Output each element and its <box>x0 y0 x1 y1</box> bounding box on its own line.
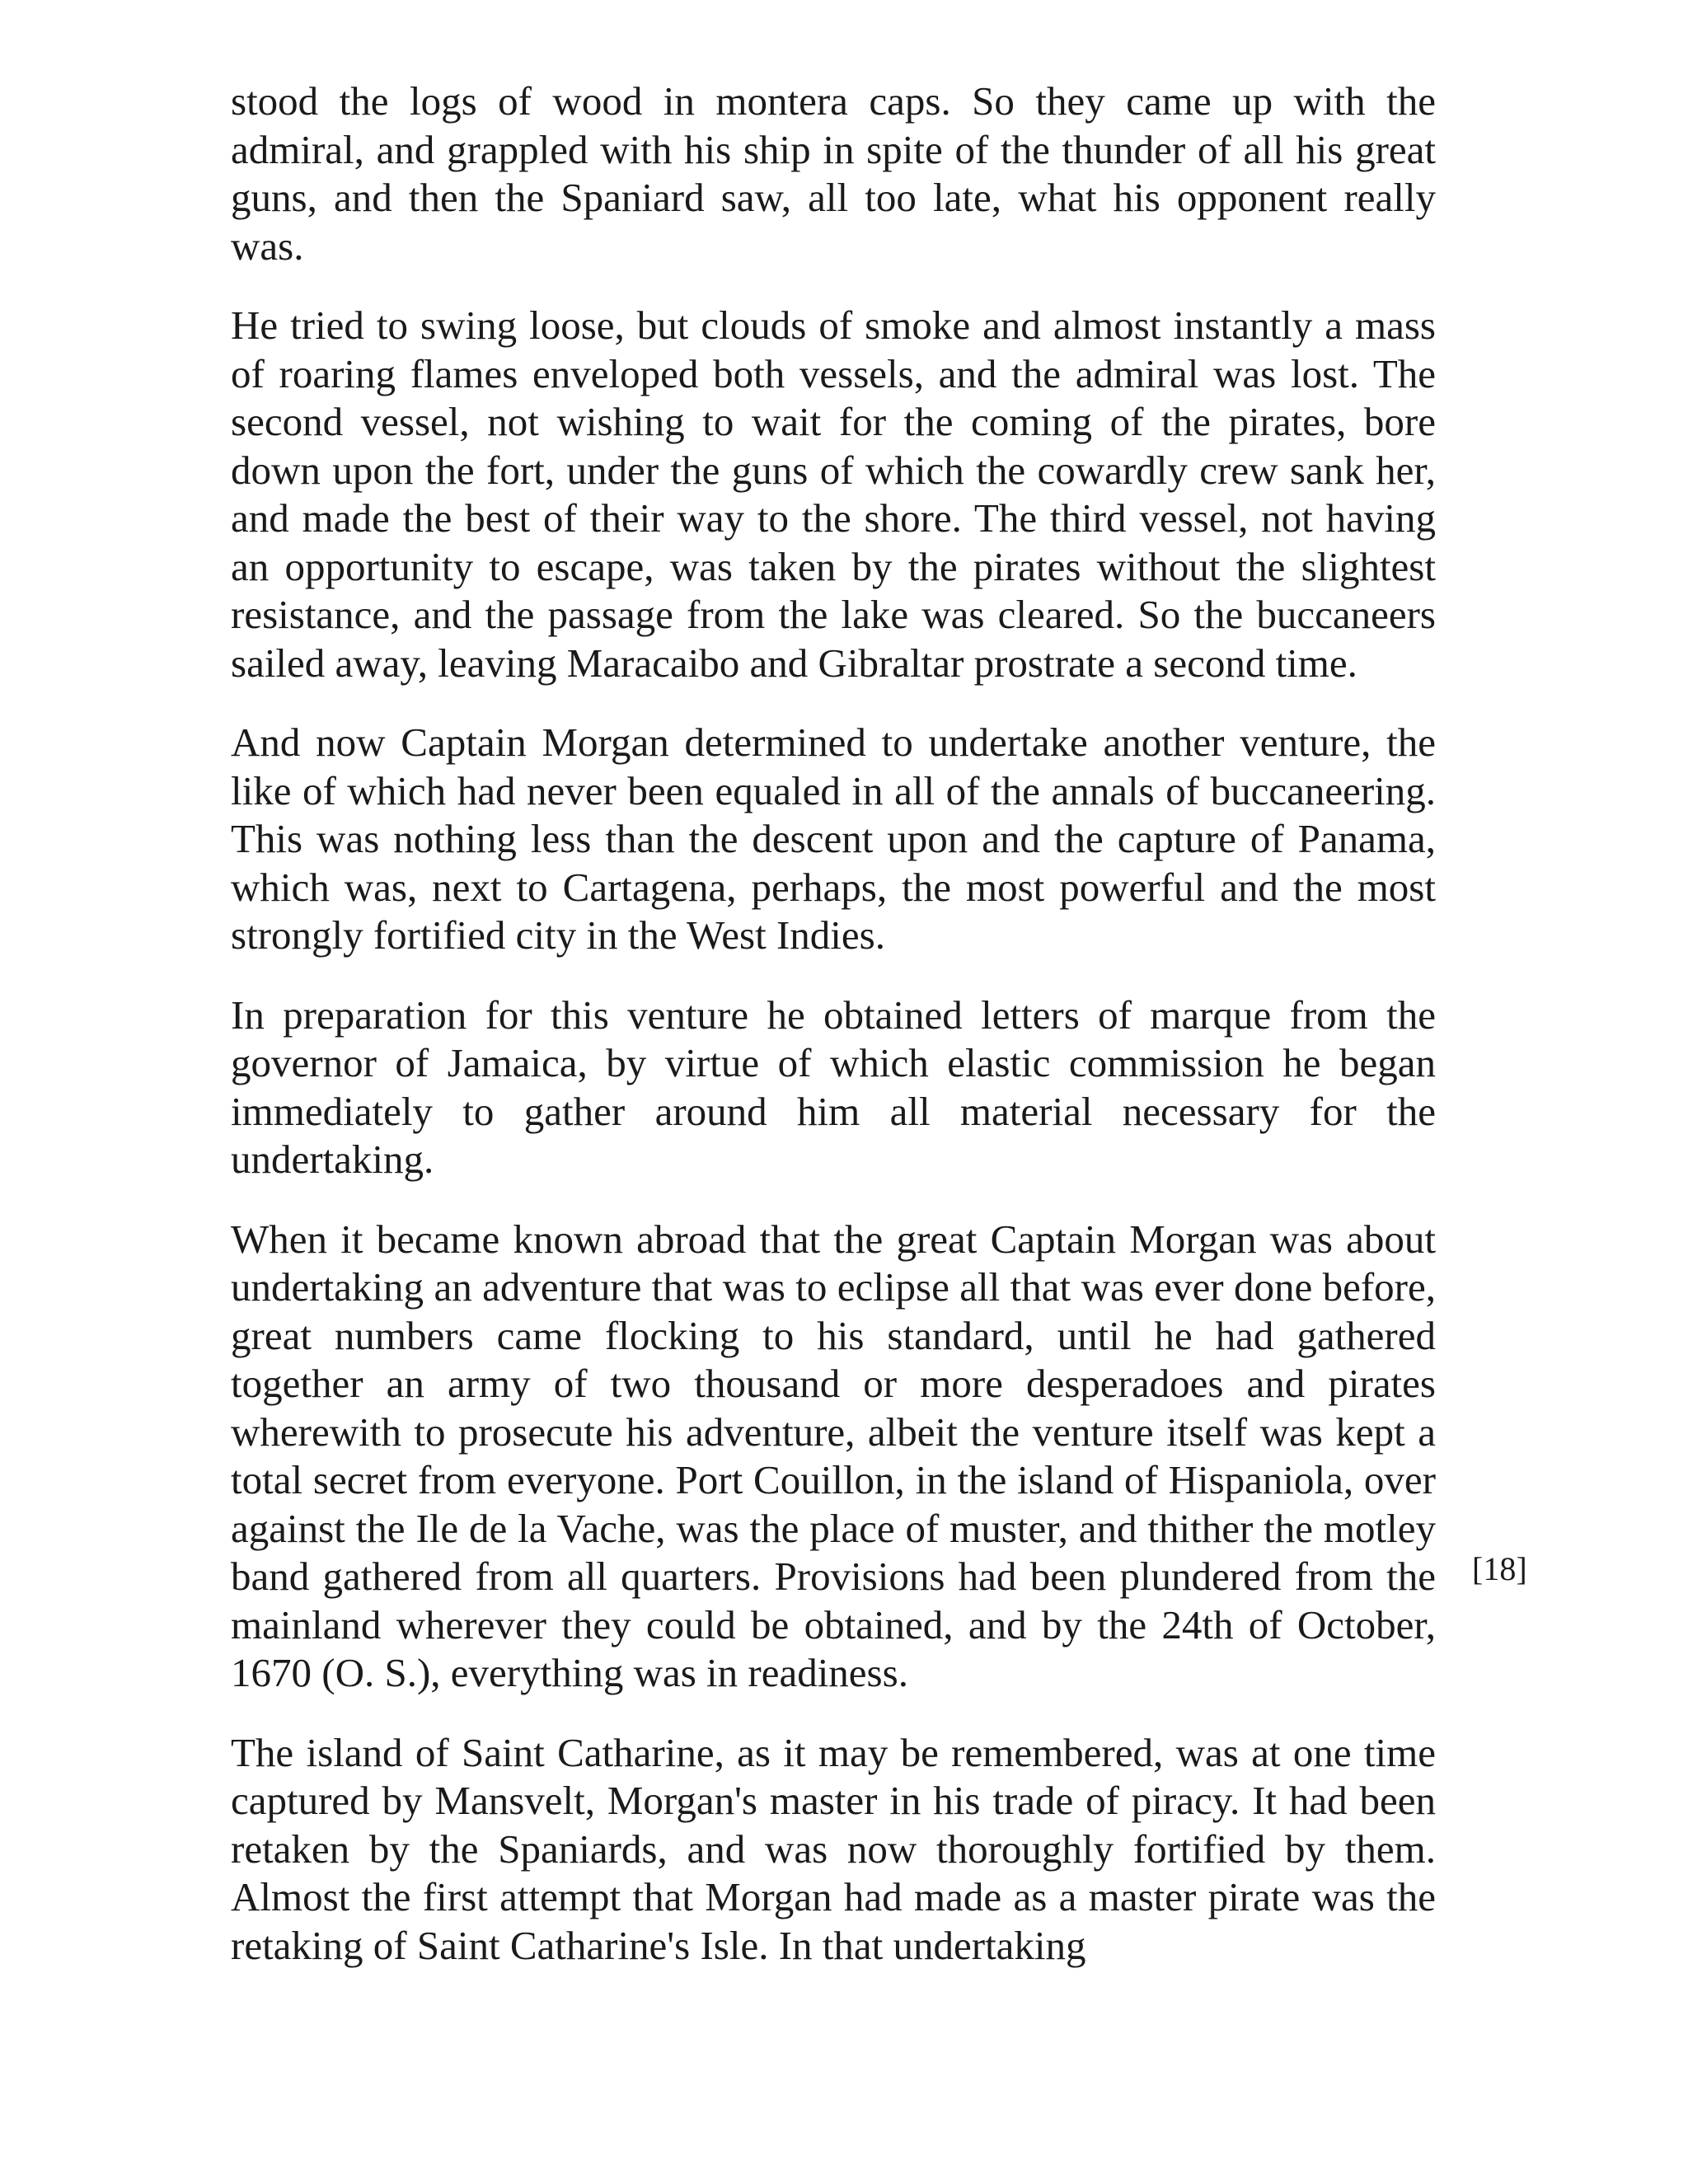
page-number: [18] <box>1472 1550 1527 1587</box>
paragraph-2: He tried to swing loose, but clouds of smoke and almost instantly a mass of roaring flames enveloped both vessels, and the admiral was lost. The second vessel, not wishing to wait for the coming of the pirates, bore down upon the fort, under the guns of which the cowardly crew sank her, and made the best of their way to the shore. The third vessel, not having an opportunity to escape, was taken by the pirates without the slightest resistance, and the passage from the lake was cleared. So the buccaneers sailed away, leaving Maracaibo and Gibraltar prostrate a second time. <box>231 302 1436 686</box>
paragraph-3: And now Captain Morgan determined to undertake another venture, the like of which had never been equaled in all of the annals of buccaneering. This was nothing less than the descent upon and the capture of Panama, which was, next to Cartagena, perhaps, the most powerful and the most strongly fortified city in the West Indies. <box>231 719 1436 958</box>
paragraph-1: stood the logs of wood in montera caps. So they came up with the admiral, and grappled with his ship in spite of the thunder of all his great guns, and then the Spaniard saw, all too late, what his opponent really was. <box>231 78 1436 269</box>
paragraph-6: The island of Saint Catharine, as it may be remembered, was at one time captured by Mansvelt, Morgan's master in his trade of piracy. It had been retaken by the Spaniards, and was now thoroughly fortified by them. Almost the first attempt that Morgan had made as a master pirate was the retaking of Saint Catharine's Isle. In that undertaking <box>231 1729 1436 1968</box>
paragraph-5: When it became known abroad that the great Captain Morgan was about undertaking an adventure that was to eclipse all that was ever done before, great numbers came flocking to his standard, until he had gathered together an army of two thousand or more desperadoes and pirates wherewith to prosecute his adventure, albeit the venture itself was kept a total secret from everyone. Port Couillon, in the island of Hispaniola, over against the Ile de la Vache, was the place of muster, and thither the motley band gathered from all quarters. Provisions had been plundered from the mainland wherever they could be obtained, and by the 24th of October, 1670 (O. S.), everything was in readiness. <box>231 1216 1436 1695</box>
body-text <box>231 77 1436 2001</box>
paragraph-4: In preparation for this venture he obtained letters of marque from the governor of Jamaica, by virtue of which elastic commission he began immediately to gather around him all material necessary for the undertaking. <box>231 991 1436 1182</box>
